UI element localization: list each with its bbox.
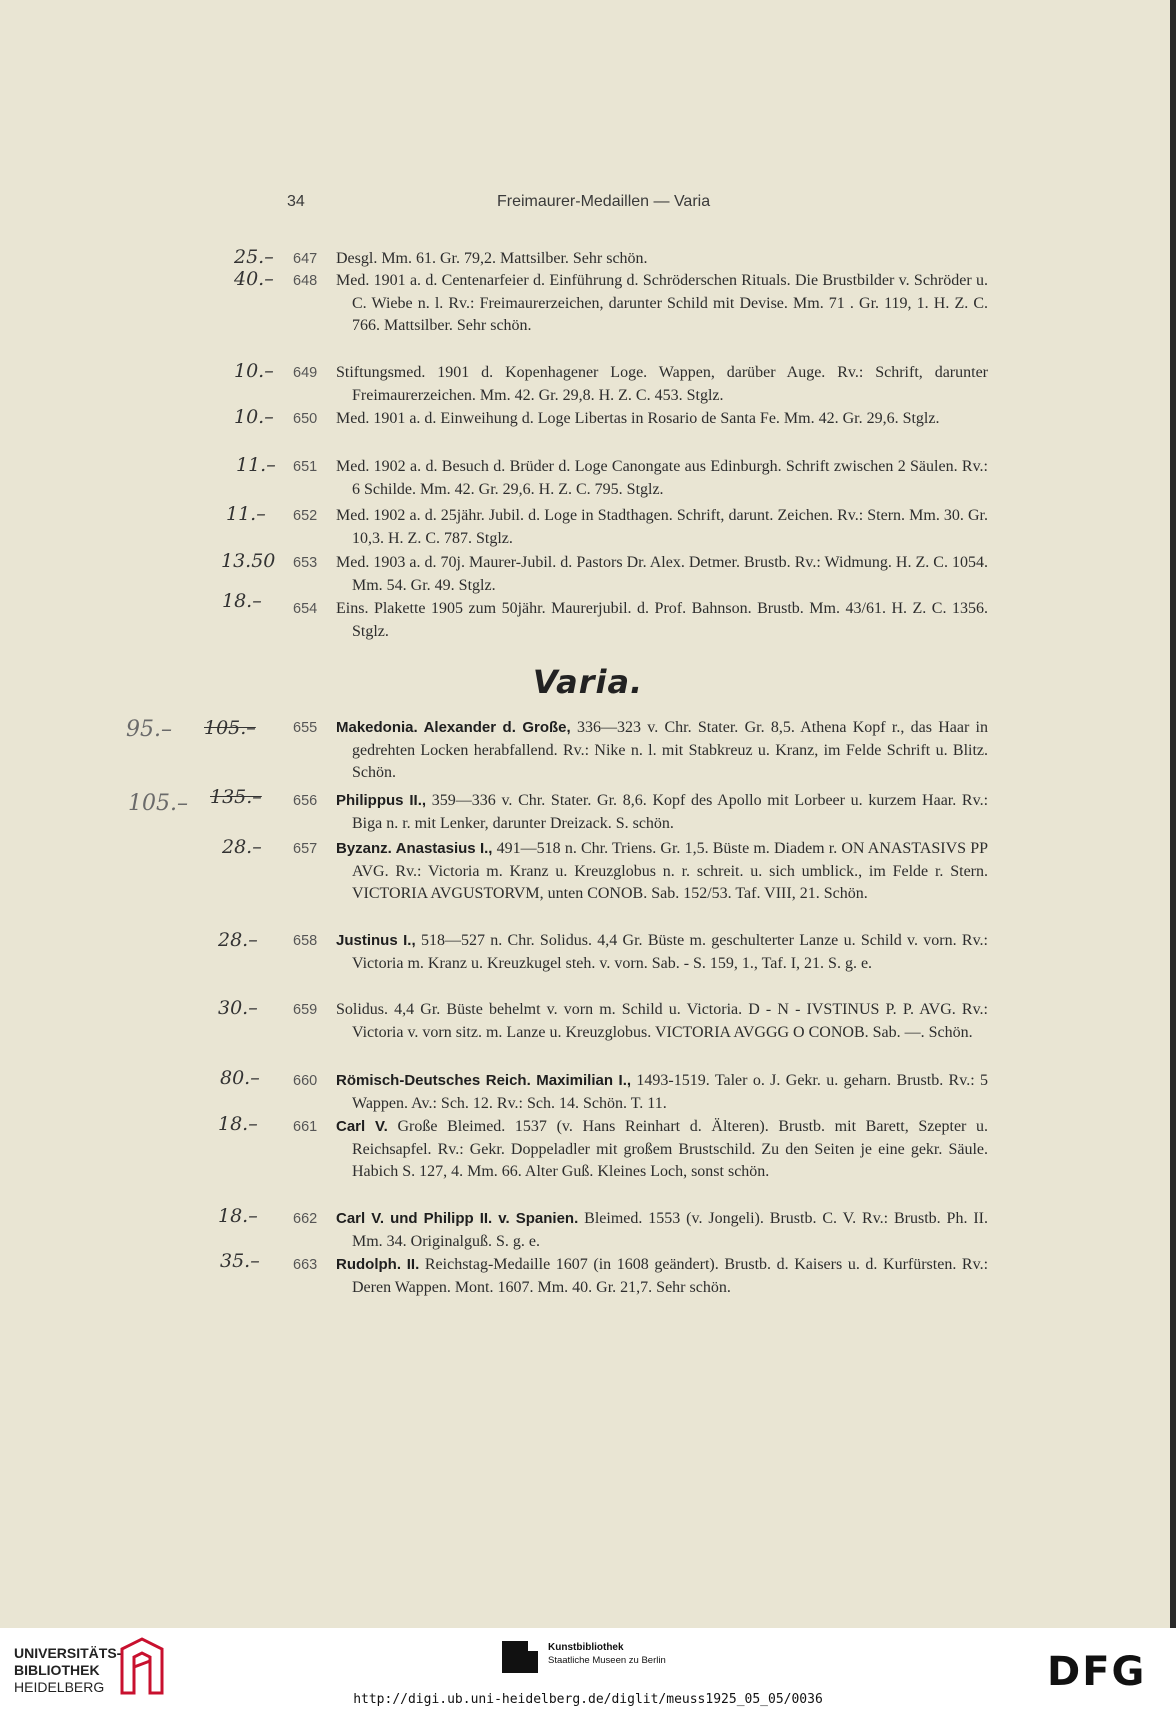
entry-text: Carl V. und Philipp II. v. Spanien. Bleimed. 1553 (v. Jongeli). Brustb. C. V. Rv.: Brustb. Ph. II. Mm. 34. Originalguß. S. g. e.	[336, 1210, 989, 1250]
catalog-entry	[293, 598, 988, 643]
entry-name: Carl V.	[336, 1118, 388, 1135]
entry-text: Philippus II., 359—336 v. Chr. Stater. Gr. 8,6. Kopf des Apollo mit Lorbeer u. kurzem Haar. Rv.: Biga n. r. mit Lenker, darunter Dreizack. S. schön.	[336, 792, 989, 832]
price-note: 80.–	[220, 1067, 260, 1089]
price-note: 18.–	[218, 1205, 258, 1227]
lot-number: 663	[293, 1257, 318, 1273]
running-title: Freimaurer-Medaillen — Varia	[497, 193, 711, 210]
catalog-entry	[293, 1208, 989, 1253]
entry-text: Eins. Plakette 1905 zum 50jähr. Maurerjubil. d. Prof. Bahnson. Brustb. Mm. 43/61. H. Z. C. 1356. Stglz.	[336, 600, 988, 640]
catalog-entry	[293, 456, 988, 501]
catalog-entry	[293, 999, 988, 1044]
entry-name: Makedonia. Alexander d. Große,	[336, 719, 571, 736]
kunstbibliothek-logo-icon	[502, 1641, 542, 1673]
entry-text: Med. 1903 a. d. 70j. Maurer-Jubil. d. Pastors Dr. Alex. Detmer. Brustb. Rv.: Widmung. H. Z. C. 1054. Mm. 54. Gr. 49. Stglz.	[336, 554, 988, 594]
catalog-entry	[293, 790, 989, 835]
lot-number: 661	[293, 1119, 318, 1135]
entry-text: Römisch-Deutsches Reich. Maximilian I., 1493-1519. Taler o. J. Gekr. u. geharn. Brustb. Rv.: 5 Wappen. Av.: Sch. 12. Rv.: Sch. 14. Schön. T. 11.	[336, 1072, 989, 1112]
entry-text: Byzanz. Anastasius I., 491—518 n. Chr. Triens. Gr. 1,5. Büste m. Diadem r. ON ANASTASIVS PP AVG. Rv.: Victoria m. Kranz u. Kreuzglobus n. r. schreit. u. sich umblick., im Felde r. Stern. VICTORIA AVGUSTORVM, unten CONOB. Sab. 152/53. Taf. VIII, 21. Schön.	[336, 840, 989, 902]
source-url[interactable]: http://digi.ub.uni-heidelberg.de/diglit/meuss1925_05_05/0036	[353, 1692, 823, 1707]
entry-text: Justinus I., 518—527 n. Chr. Solidus. 4,4 Gr. Büste m. geschulterter Lanze u. Schild v. vorn. Rv.: Victoria m. Kranz u. Kreuzkugel steh. v. vorn. Sab. - S. 159, 1., Taf. I, 21. S. g. e.	[336, 932, 988, 972]
catalog-entry	[293, 552, 988, 597]
lot-number: 647	[293, 251, 318, 267]
lot-number: 660	[293, 1073, 318, 1089]
entry-name: Rudolph. II.	[336, 1256, 420, 1273]
price-note: 105.–	[204, 717, 256, 739]
lot-number: 652	[293, 508, 318, 524]
lot-number: 650	[293, 411, 318, 427]
lot-number: 658	[293, 933, 318, 949]
entry-text: Desgl. Mm. 61. Gr. 79,2. Mattsilber. Sehr schön.	[336, 250, 648, 267]
price-note: 18.–	[218, 1113, 258, 1135]
lot-number: 654	[293, 601, 318, 617]
catalog-entry	[293, 362, 988, 407]
price-note: 11.–	[226, 503, 266, 525]
entry-text: Med. 1902 a. d. 25jähr. Jubil. d. Loge in Stadthagen. Schrift, darunt. Zeichen. Rv.: Stern. Mm. 30. Gr. 10,3. H. Z. C. 787. Stglz.	[336, 507, 988, 547]
catalog-entry	[293, 717, 989, 785]
entry-text: Carl V. Große Bleimed. 1537 (v. Hans Reinhart d. Älteren). Brustb. mit Barett, Szepter u. Reichsapfel. Rv.: Gekr. Doppeladler mit großem Brustschild. Zu den Seiten je eine gekr. Säule. Habich S. 127, 4. Mm. 66. Alter Guß. Kleines Loch, sonst schön.	[336, 1118, 989, 1180]
price-note: 18.–	[222, 590, 262, 612]
lot-number: 648	[293, 273, 318, 289]
price-note: 25.–	[234, 246, 274, 268]
lot-number: 656	[293, 793, 318, 809]
price-note: 40.–	[234, 268, 274, 290]
entry-text: Med. 1902 a. d. Besuch d. Brüder d. Loge Canongate aus Edinburgh. Schrift zwischen 2 Säulen. Rv.: 6 Schilde. Mm. 42. Gr. 29,6. H. Z. C. 795. Stglz.	[336, 458, 988, 498]
ub-heidelberg-logo-text: UNIVERSITÄTS- BIBLIOTHEK HEIDELBERG	[14, 1645, 122, 1695]
price-note: 35.–	[220, 1250, 260, 1272]
catalog-entry	[293, 270, 988, 338]
price-note-pencil: 105.–	[128, 791, 188, 816]
lot-number: 662	[293, 1211, 318, 1227]
entry-text: Solidus. 4,4 Gr. Büste behelmt v. vorn m. Schild u. Victoria. D - N - IVSTINUS P. P. AVG. Rv.: Victoria v. vorn sitz. m. Lanze u. Kreuzglobus. VICTORIA AVGGG O CONOB. Sab. —. Schön.	[336, 1001, 988, 1041]
section-heading: Varia.	[532, 663, 644, 701]
entry-text: Makedonia. Alexander d. Große, 336—323 v. Chr. Stater. Gr. 8,5. Athena Kopf r., das Haar in gedrehten Locken herabfallend. Rv.: Nike n. l. mit Stabkreuz u. Kranz, im Felde Schrift u. Blitz. Schön.	[336, 719, 989, 781]
entry-text: Med. 1901 a. d. Einweihung d. Loge Libertas in Rosario de Santa Fe. Mm. 42. Gr. 29,6. Stglz.	[336, 410, 940, 427]
scan-border	[1170, 0, 1176, 1628]
price-note-pencil: 95.–	[126, 717, 172, 742]
page-number: 34	[287, 193, 305, 210]
catalog-entry	[293, 1116, 989, 1184]
lot-number: 649	[293, 365, 318, 381]
entry-name: Philippus II.,	[336, 792, 427, 809]
catalog-entry	[293, 1070, 989, 1115]
ub-heidelberg-emblem-icon	[120, 1637, 164, 1695]
kunstbibliothek-label: Kunstbibliothek Staatliche Museen zu Berlin	[548, 1642, 666, 1666]
entry-name: Justinus I.,	[336, 932, 416, 949]
price-note: 28.–	[222, 836, 262, 858]
lot-number: 659	[293, 1002, 318, 1018]
catalog-entry	[293, 505, 988, 550]
entry-name: Carl V. und Philipp II. v. Spanien.	[336, 1210, 579, 1227]
price-note: 30.–	[218, 997, 258, 1019]
lot-number: 653	[293, 555, 318, 571]
entry-text: Stiftungsmed. 1901 d. Kopenhagener Loge. Wappen, darüber Auge. Rv.: Schrift, darunter Freimaurerzeichen. Mm. 42. Gr. 29,8. H. Z. C. 453. Stglz.	[336, 364, 988, 404]
price-note: 13.50	[221, 550, 276, 572]
price-note: 135.–	[210, 786, 262, 808]
entry-text: Rudolph. II. Reichstag-Medaille 1607 (in 1608 geändert). Brustb. d. Kaisers u. d. Kurfürsten. Rv.: Deren Wappen. Mont. 1607. Mm. 40. Gr. 21,7. Sehr schön.	[336, 1256, 989, 1296]
entry-name: Byzanz. Anastasius I.,	[336, 840, 493, 857]
price-note: 10.–	[234, 406, 274, 428]
catalog-entry	[293, 1254, 989, 1299]
price-note: 28.–	[218, 929, 258, 951]
lot-number: 651	[293, 459, 318, 475]
dfg-logo: DFG	[1047, 1649, 1147, 1695]
catalog-entry	[293, 930, 988, 975]
entry-name: Römisch-Deutsches Reich. Maximilian I.,	[336, 1072, 632, 1089]
catalog-entry	[293, 838, 989, 906]
catalog-entry	[293, 408, 988, 431]
lot-number: 657	[293, 841, 318, 857]
lot-number: 655	[293, 720, 318, 736]
entry-text: Med. 1901 a. d. Centenarfeier d. Einführung d. Schröderschen Rituals. Die Brustbilder v. Schröder u. C. Wiebe n. l. Rv.: Freimaurerzeichen, darunter Schild mit Devise. Mm. 71 . Gr. 119, 1. H. Z. C. 766. Mattsilber. Sehr schön.	[336, 272, 988, 334]
catalog-entry	[293, 248, 988, 271]
price-note: 11.–	[236, 454, 276, 476]
price-note: 10.–	[234, 360, 274, 382]
